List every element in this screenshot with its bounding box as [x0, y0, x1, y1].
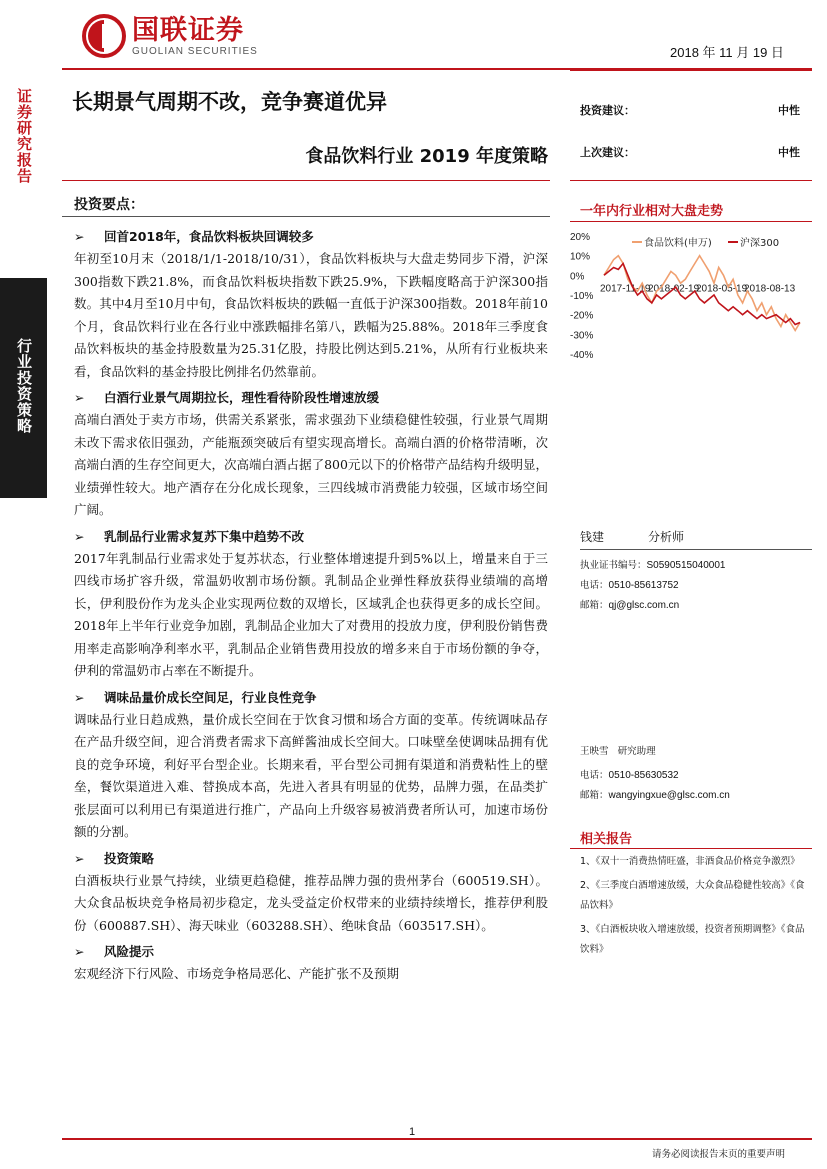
y-tick-label: -40% — [570, 350, 594, 361]
analyst-phone: 电话：0510-85613752 — [580, 580, 679, 591]
related-report-item[interactable]: 3、《白酒板块收入增速放缓，投资者预期调整》《食品饮料》 — [580, 924, 805, 955]
rating-top-divider — [570, 70, 812, 71]
report-date: 2018 年 11 月 19 日 — [670, 45, 784, 60]
related-divider — [570, 848, 812, 849]
y-tick-label: 0% — [570, 271, 585, 283]
arrow-bullet-icon: ➢ — [74, 850, 85, 866]
title-divider — [62, 180, 550, 181]
section-heading: ➢ 调味品量价成长空间足，行业良性竞争 — [74, 687, 548, 709]
arrow-bullet-icon: ➢ — [74, 229, 85, 244]
key-points-title: 投资要点： — [74, 197, 144, 213]
related-report-item[interactable]: 2、《三季度白酒增速放缓，大众食品稳健性较高》《食品饮料》 — [580, 880, 805, 911]
chart-divider — [570, 221, 812, 222]
brand-logo — [82, 14, 258, 58]
assistant-email: 邮箱：wangyingxue@glsc.com.cn — [580, 790, 730, 801]
category-band — [0, 0, 47, 278]
report-type: 行业投资策略 — [15, 338, 33, 434]
section-paragraph: 2017年乳制品行业需求处于复苏状态，行业整体增速提升到5%以上，增量来自于三四线市场扩容升级，常温奶收割市场份额。乳制品企业弹性释放获得业绩端的高增长，伊利股份作为龙头企业实现两位数的双增长，区域乳企也获得更多的成长空间。2018年上半年行业竞争加剧，乳制品企业加大了对费用的投放力度，伊利股份销售费用率走高影响净利率水平，乳制品企业销售费用投放的增多来自于市场份额的争夺，伊利的常温奶市占率在不断提升。 — [74, 550, 548, 678]
page-number: 1 — [409, 1126, 416, 1138]
analyst-email: 邮箱：qj@glsc.com.cn — [580, 600, 680, 611]
key-points-divider — [62, 216, 550, 217]
x-tick-label: 2017-11-19 — [600, 283, 651, 295]
arrow-bullet-icon: ➢ — [74, 689, 85, 705]
relative-performance-chart — [568, 226, 812, 366]
analyst-card — [580, 528, 812, 616]
related-report-item[interactable]: 1、《双十一消费热情旺盛，非酒食品价格竞争激烈》 — [580, 856, 800, 867]
brand-name-cn: 国联证券 — [132, 14, 244, 46]
assistant-name: 王映雪 — [580, 746, 609, 757]
analyst-cert: 执业证书编号：S0590515040001 — [580, 560, 726, 571]
rating-previous — [580, 144, 800, 160]
x-tick-label: 2018-02-19 — [648, 283, 700, 295]
footer-disclaimer: 请务必阅读报告末页的重要声明 — [652, 1149, 786, 1160]
x-tick-label: 2018-08-13 — [744, 283, 796, 295]
assistant-phone: 电话：0510-85630532 — [580, 770, 679, 781]
section-heading: ➢ 白酒行业景气周期拉长，理性看待阶段性增速放缓 — [74, 387, 548, 409]
section-paragraph: 宏观经济下行风险、市场竞争格局恶化、产能扩张不及预期 — [74, 966, 400, 981]
section-heading: ➢ 投资策略 — [74, 848, 548, 870]
related-reports-title: 相关报告 — [580, 832, 633, 847]
analyst-divider — [580, 549, 812, 550]
section-paragraph: 调味品行业日趋成熟，量价成长空间在于饮食习惯和场合方面的变革。传统调味品存在产品升级空间，迎合消费者需求下高鲜酱油成长空间大。口味壁垒使调味品拥有优良的竞争环境，利好平台型企业。长期来看，平台型公司拥有渠道和消费粘性上的壁垒，餐饮渠道进入难、替换成本高，先进入者具有明显的优势，品牌力强，在品类扩张层面可以利用已有渠道进行推广，产品向上升级容易被消费者所认可，加速市场份额的分割。 — [74, 711, 548, 839]
arrow-bullet-icon: ➢ — [74, 944, 85, 959]
type-band — [0, 278, 47, 498]
main-content — [74, 226, 548, 990]
related-reports-list — [580, 852, 808, 964]
section-heading: ➢ 风险提示 — [74, 941, 548, 963]
arrow-bullet-icon: ➢ — [74, 390, 85, 405]
footer-divider — [62, 1138, 812, 1140]
brand-name-en: GUOLIAN SECURITIES — [132, 45, 258, 57]
y-tick-label: -10% — [570, 291, 594, 302]
rating-previous-label: 上次建议： — [580, 146, 635, 159]
section-heading: ➢ 乳制品行业需求复苏下集中趋势不改 — [74, 526, 548, 548]
section-heading: ➢ 回首2018年，食品饮料板块回调较多 — [74, 226, 548, 248]
rating-current-value: 中性 — [778, 104, 800, 117]
section-paragraph: 高端白酒处于卖方市场，供需关系紧张，需求强劲下业绩稳健性较强，行业景气周期未改下需求依旧强劲，产能瓶颈突破后有望实现高增长。高端白酒的价格带清晰，次高端白酒的生存空间更大，次高端白酒占据了800元以下的价格带产品结构升级明显，业绩弹性较大。地产酒存在分化成长现象，三四线城市消费能力较强，区域市场空间广阔。 — [74, 412, 548, 517]
y-tick-label: 20% — [570, 232, 591, 243]
x-tick-label: 2018-05-19 — [696, 283, 748, 295]
analyst-name: 钱建 — [580, 530, 605, 544]
y-tick-label: -20% — [570, 310, 594, 322]
arrow-bullet-icon: ➢ — [74, 528, 85, 544]
legend-label: 沪深300 — [740, 238, 780, 249]
rating-current-label: 投资建议： — [580, 104, 635, 117]
section-paragraph: 年初至10月末（2018/1/1-2018/10/31），食品饮料板块与大盘走势同步下滑，沪深300指数下跌21.8%，而食品饮料板块指数下跌25.9%，下跌幅度略高于沪深300指数。其中4月至10月中旬，食品饮料板块的跌幅一直低于沪深300指数。2018年前10个月，食品饮料行业在各行业中涨跌幅排名第八，跌幅为25.88%。2018年三季度食品饮料板块的基金持股数量为25.31亿股，持股比例达到5.21%，从所有行业板块来看，食品饮料的基金持股比例排名仍然靠前。 — [74, 251, 548, 379]
legend-label: 食品饮料(申万) — [644, 238, 712, 249]
report-title: 长期景气周期不改，竞争赛道优异 — [72, 90, 387, 114]
y-tick-label: 10% — [570, 251, 591, 263]
report-subtitle: 食品饮料行业 2019 年度策略 — [305, 146, 548, 167]
section-paragraph: 白酒板块行业景气持续，业绩更趋稳健，推荐品牌力强的贵州茅台（600519.SH）。大众食品板块竞争格局初步稳定，龙头受益定价权带来的业绩持续增长，推荐伊利股份（600887.SH）、海天味业（603288.SH）、绝味食品（603517.SH）。 — [74, 872, 548, 933]
assistant-name-row — [580, 742, 730, 762]
assistant-title: 研究助理 — [617, 746, 656, 757]
y-tick-label: -30% — [570, 330, 594, 342]
rating-bottom-divider — [570, 180, 812, 181]
assistant-card — [580, 742, 730, 806]
rating-current — [580, 102, 800, 118]
report-category: 证券研究报告 — [15, 88, 33, 184]
left-band — [0, 0, 47, 1169]
analyst-title: 分析师 — [648, 530, 685, 544]
guolian-logo-icon — [82, 14, 126, 58]
chart-title: 一年内行业相对大盘走势 — [580, 204, 724, 219]
rating-previous-value: 中性 — [778, 146, 800, 159]
